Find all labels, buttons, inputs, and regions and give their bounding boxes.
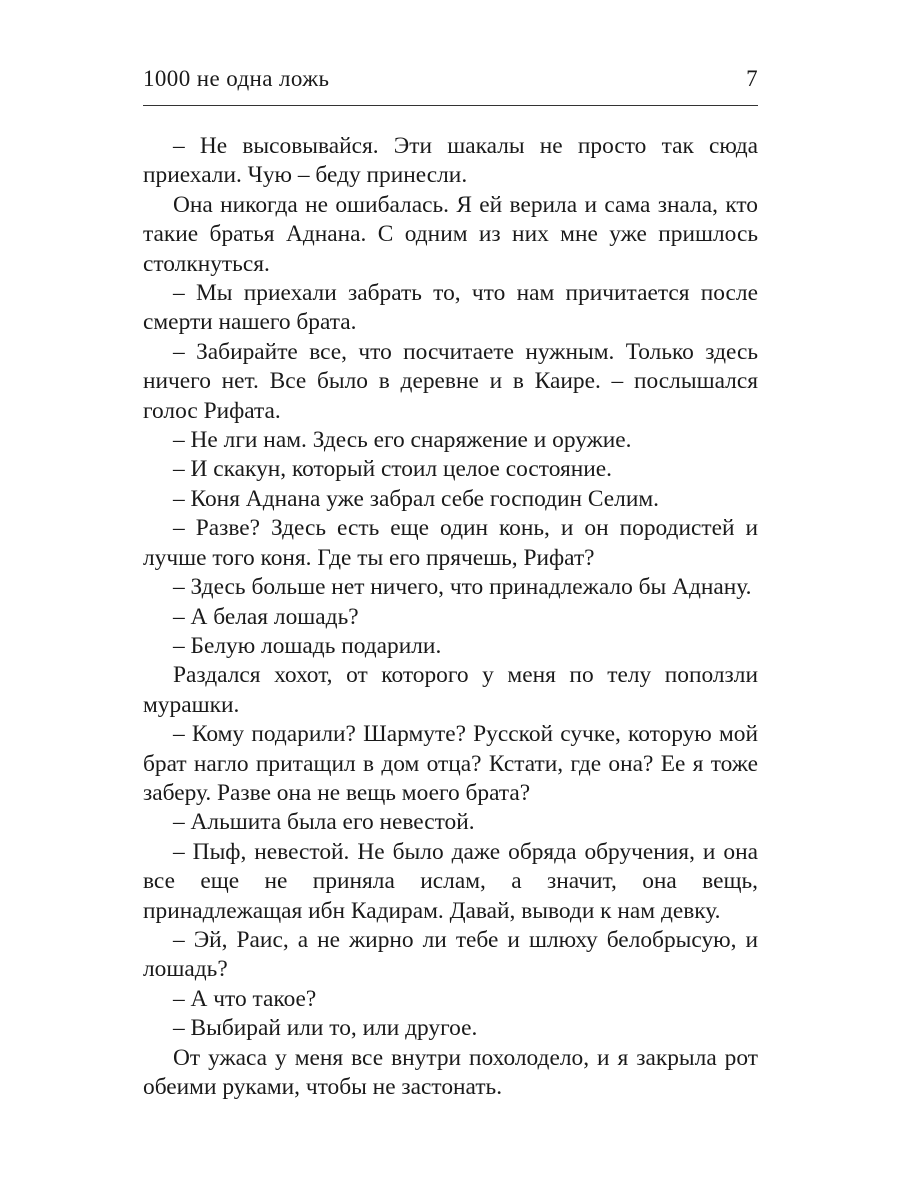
body-text [143, 132, 758, 1102]
paragraph: – Не лги нам. Здесь его снаряжение и оружие. [173, 427, 632, 454]
running-head [143, 66, 758, 102]
paragraph: – А белая лошадь? [173, 603, 359, 630]
paragraph: – Белую лошадь подарили. [173, 632, 442, 659]
paragraph: – Альшита была его невестой. [173, 809, 475, 836]
paragraph: – Кому подарили? Шармуте? Русской сучке, которую мой брат нагло притащил в дом отца? Кстати, где она? Ее я тоже заберу. Разве она не вещь моего брата? [143, 721, 758, 806]
paragraph: – Здесь больше нет ничего, что принадлежало бы Аднану. [173, 574, 752, 601]
paragraph: – Эй, Раис, а не жирно ли тебе и шлюху белобрысую, и лошадь? [143, 926, 758, 983]
running-title: 1000 не одна ложь [143, 66, 330, 91]
book-page [143, 0, 758, 1200]
paragraph: – А что такое? [173, 985, 317, 1012]
paragraph: Раздался хохот, от которого у меня по телу поползли мурашки. [143, 662, 758, 718]
paragraph: – Пыф, невестой. Не было даже обряда обручения, и она все еще не приняла ислам, а значит, она вещь, принадлежащая ибн Кадирам. Давай, выводи к нам девку. [143, 838, 758, 924]
header-rule [143, 105, 758, 106]
paragraph: От ужаса у меня все внутри похолодело, и я закрыла рот обеими руками, чтобы не застонать. [143, 1044, 758, 1100]
paragraph: – Мы приехали забрать то, что нам причитается после смерти нашего брата. [143, 280, 758, 336]
paragraph: – Коня Аднана уже забрал себе господин Селим. [173, 485, 660, 512]
paragraph: Она никогда не ошибалась. Я ей верила и сама знала, кто такие братья Аднана. С одним из них мне уже пришлось столкнуться. [143, 191, 758, 277]
paragraph: – Забирайте все, что посчитаете нужным. Только здесь ничего нет. Все было в деревне и в Каире. – послышался голос Рифата. [143, 338, 758, 424]
paragraph: – Не высовывайся. Эти шакалы не просто так сюда приехали. Чую – беду принесли. [143, 133, 758, 189]
page-number: 7 [746, 66, 758, 91]
paragraph: – Разве? Здесь есть еще один конь, и он породистей и лучше того коня. Где ты его прячешь, Рифат? [143, 515, 758, 571]
paragraph: – Выбирай или то, или другое. [173, 1015, 478, 1042]
paragraph: – И скакун, который стоил целое состояние. [173, 456, 612, 483]
